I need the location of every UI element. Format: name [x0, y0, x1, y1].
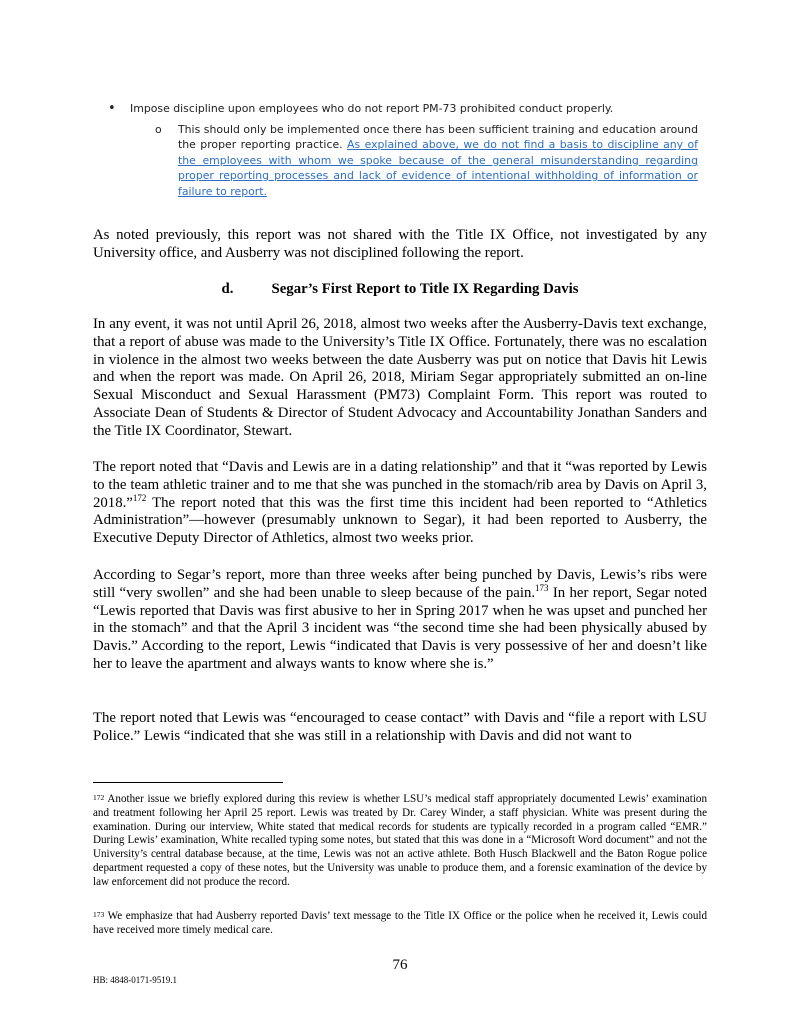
bullet-text: Impose discipline upon employees who do not report PM-73 prohibited conduct properly.: [130, 102, 614, 115]
paragraph-3: [93, 459, 707, 548]
page-number: 76: [392, 957, 408, 973]
paragraph-3-text-a: The report noted that “Davis and Lewis are in a dating relationship” and that it “was reported by Lewis to the team athletic trainer and to me that she was punched in the stomach/rib area by Davis on April 3, 2018.”: [93, 459, 707, 511]
document-id: HB: 4848-0171-9519.1: [93, 975, 177, 985]
footnote-separator: [93, 782, 283, 783]
sub-bullet-glyph: o: [155, 123, 162, 136]
footnote-ref-172[interactable]: 172: [132, 492, 147, 503]
paragraph-5: The report noted that Lewis was “encouraged to cease contact” with Davis and “file a report with LSU Police.” Lewis “indicated that she was still in a relationship with Davis and did not want to: [93, 710, 707, 744]
paragraph-4-text-b: In her report, Segar noted “Lewis reported that Davis was first abusive to her in Spring 2017 when he was upset and punched her in the stomach” and that the April 3 incident was “the second time she had been physically abused by Davis.” According to the report, Lewis “indicated that Davis is very possessive of her and doesn’t like her to leave the apartment and always wants to know where she is.”: [93, 584, 707, 672]
footnote-ref-173[interactable]: 173: [535, 582, 549, 593]
section-title: Segar’s First Report to Title IX Regarding Davis: [271, 281, 579, 297]
sub-bullet-comment-link[interactable]: As explained above, we do not find a basis to discipline any of the employees with whom we spoke because of the general misunderstanding regarding proper reporting processes and lack of evidence of intentional withholding of information or failure to report.: [178, 138, 699, 198]
section-heading: [93, 281, 707, 298]
bullet-glyph: •: [108, 101, 116, 116]
footnote-text: Another issue we briefly explored during this review is whether LSU’s medical staff appropriately documented Lewis’ examination and treatment following her April 25 report. Lewis was treated by Dr. Carey Winder, a staff physician. White was present during the examination. During our interview, White stated that medical records for students are typically recorded in a program called “EMR.” During Lewis’ examination, White recalled typing some notes, but stated that this was done in a “Microsoft Word document” and not the University’s central database because, at the time, Lewis was not an active athlete. Both Husch Blackwell and the Baton Rogue police department requested a copy of these notes, but the University was unable to produce them, and a forensic examination of the device by law enforcement did not produce the record.: [93, 793, 707, 888]
footnote-172: [93, 793, 707, 890]
bullet-item: [108, 100, 698, 118]
paragraph-1: As noted previously, this report was not shared with the Title IX Office, not investigated by any University office, and Ausberry was not disciplined following the report.: [93, 227, 707, 261]
paragraph-4-text-a: According to Segar’s report, more than three weeks after being punched by Davis, Lewis’s ribs were still “very swollen” and she had been unable to sleep because of the pain.: [93, 567, 707, 601]
footnote-text: We emphasize that had Ausberry reported Davis’ text message to the Title IX Office or the police when he received it, Lewis could have received more timely medical care.: [93, 910, 707, 936]
paragraph-4: [93, 567, 707, 674]
footnote-number: 173: [93, 910, 105, 919]
footnote-173: [93, 910, 707, 938]
section-label: d.: [221, 281, 234, 297]
quoted-recommendation-list: [108, 100, 698, 199]
paragraph-2: In any event, it was not until April 26, 2018, almost two weeks after the Ausberry-Davis text exchange, that a report of abuse was made to the University’s Title IX Office. Fortunately, there was no escalation in violence in the almost two weeks between the date Ausberry was put on notice that Davis hit Lewis and when the report was made. On April 26, 2018, Miriam Segar appropriately submitted an on-line Sexual Misconduct and Sexual Harassment (PM73) Complaint Form. This report was routed to Associate Dean of Students & Director of Student Advocacy and Accountability Jonathan Sanders and the Title IX Coordinator, Stewart.: [93, 316, 707, 439]
sub-bullet-text: This should only be implemented once there has been sufficient training and education around the proper reporting practice.: [178, 123, 698, 152]
paragraph-3-text-b: The report noted that this was the first time this incident had been reported to “Athletics Administration”—however (presumably unknown to Segar), it had been reported to Ausberry, the Executive Deputy Director of Athletics, almost two weeks prior.: [93, 494, 707, 547]
footnote-number: 172: [93, 793, 105, 802]
sub-bullet-item: [155, 122, 698, 199]
